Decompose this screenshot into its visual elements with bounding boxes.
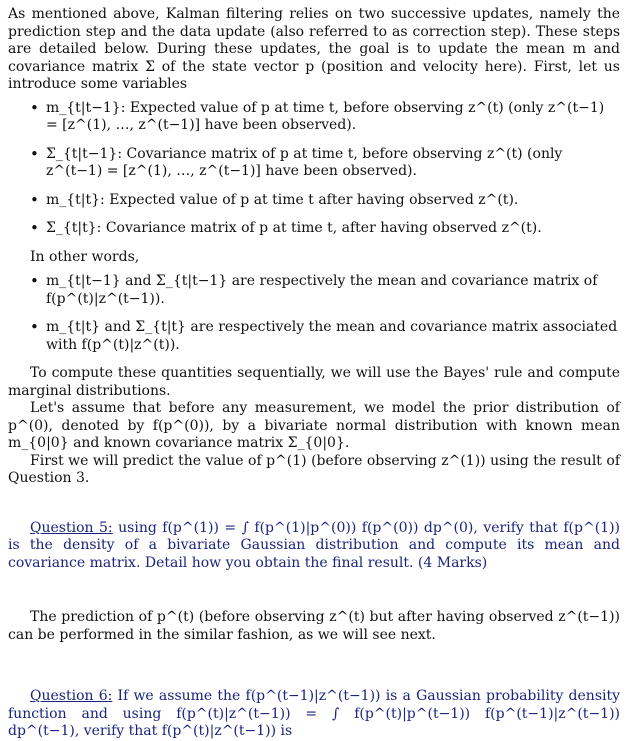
definition-item: • m_{t|t}: Expected value of p at time t after having observed z^(t). [30,192,620,210]
question-5-label: Question 5: [30,519,113,536]
in-other-words: In other words, [30,248,140,265]
definition-item: • m_{t|t−1}: Expected value of p at time t, before observing z^(t) (only z^(t−1) = [z^(1), …, z^(t−1)] have been observed). [30,100,620,135]
definition-item: • Σ_{t|t}: Covariance matrix of p at time t, after having observed z^(t). [30,220,620,238]
page-body [8,6,620,741]
intro-paragraph: As mentioned above, Kalman filtering relies on two successive updates, namely the prediction step and the data update (also referred to as correction step). These steps are detailed below. During these updates, the goal is to update the mean m and covariance matrix Σ of the state vector p (position and velocity here). First, let us introduce some variables [8,6,620,92]
prior-paragraph: Let's assume that before any measurement, we model the prior distribution of p^(0), denoted by f(p^(0)), by a bivariate normal distribution with known mean m_{0|0} and known covariance matrix Σ_{0|0}. [8,400,620,451]
compute-paragraph: To compute these quantities sequentially, we will use the Bayes' rule and compute marginal distributions. [8,365,620,399]
question-6 [8,688,620,741]
question-6-label: Question 6: [30,688,113,704]
definitions-list [8,100,620,238]
prediction-paragraph: The prediction of p^(t) (before observing z^(t) but after having observed z^(t−1)) can be performed in the similar fashion, as we will see next. [8,609,620,643]
relation-item: • m_{t|t} and Σ_{t|t} are respectively the mean and covariance matrix associated with f(p^(t)|z^(t)). [30,319,620,354]
question-5-text: using f(p^(1)) = ∫ f(p^(1)|p^(0)) f(p^(0)) dp^(0), verify that f(p^(1)) is the density of a bivariate Gaussian distribution and compute its mean and covariance matrix. Detail how you obtain the final result. (4 Marks) [8,519,621,571]
question-5 [8,520,620,573]
first-prediction-paragraph: First we will predict the value of p^(1) (before observing z^(1)) using the result of Question 3. [8,452,620,486]
relation-item: • m_{t|t−1} and Σ_{t|t−1} are respectively the mean and covariance matrix of f(p^(t)|z^(t−1)). [30,273,620,308]
question-6-text: If we assume the f(p^(t−1)|z^(t−1)) is a Gaussian probability density function and using f(p^(t)|z^(t−1)) = ∫ f(p^(t)|p^(t−1)) f(p^(t−1)|z^(t−1)) dp^(t−1), verify that f(p^(t)|z^(t−1)) is [8,688,621,739]
relations-list [8,273,620,354]
definition-item: • Σ_{t|t−1}: Covariance matrix of p at time t, before observing z^(t) (only z^(t−1) = [z^(1), …, z^(t−1)] have been observed). [30,146,620,181]
